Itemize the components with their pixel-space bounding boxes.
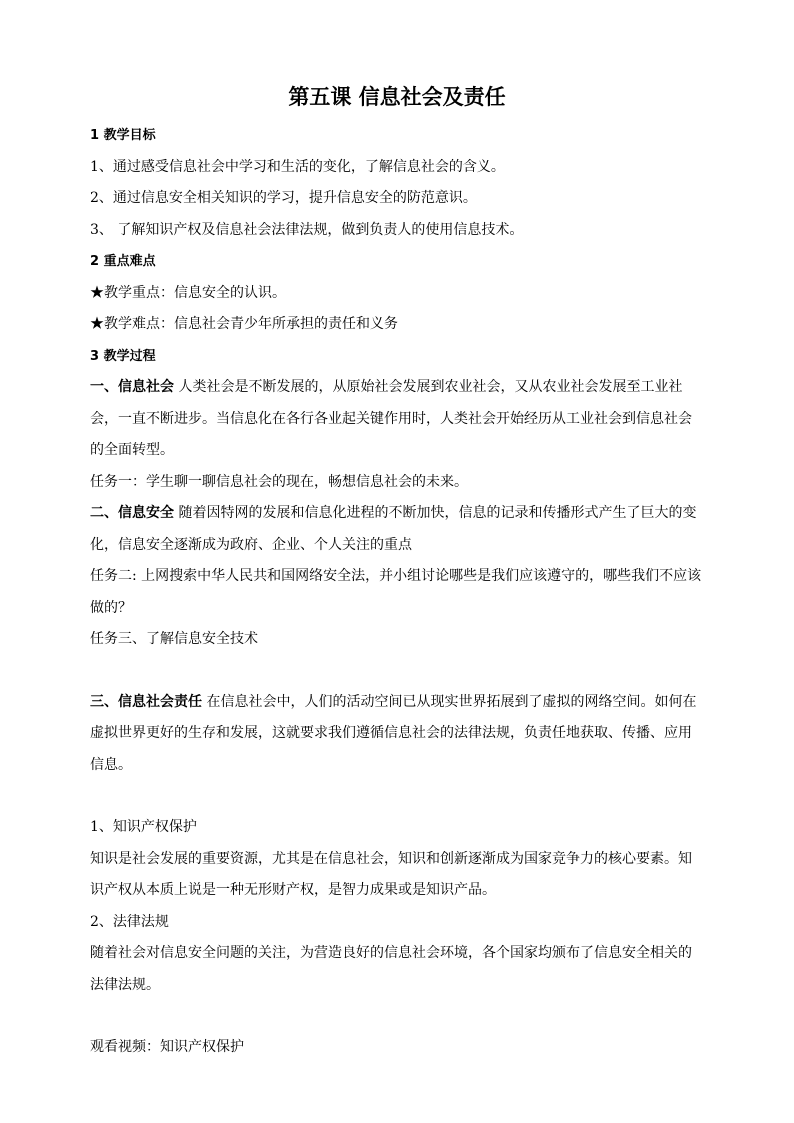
section-heading-key-points: 2 重点难点	[90, 254, 156, 269]
process-part2-lead: 二、信息安全	[90, 505, 174, 521]
process-part2-task2: 任务二: 上网搜索中华人民共和国网络安全法，并小组讨论哪些是我们应该遵守的，哪些我们不应该做的？	[90, 568, 702, 616]
process-part1-task: 任务一：学生聊一聊信息社会的现在，畅想信息社会的未来。	[90, 473, 468, 490]
process-part2-task3: 任务三、了解信息安全技术	[90, 631, 258, 647]
subsection-text-law: 随着社会对信息安全问题的关注，为营造良好的信息社会环境，各个国家均颁布了信息安全相关的法律法规。	[90, 945, 692, 993]
section-heading-process: 3 教学过程	[90, 348, 156, 364]
subsection-title-ip: 1、知识产权保护	[90, 819, 197, 835]
blank-line	[90, 656, 704, 687]
process-part2-paragraph	[90, 498, 704, 561]
document-body	[90, 120, 704, 1064]
video-note: 观看视频：知识产权保护	[90, 1039, 244, 1055]
objective-item-3: 3、 了解知识产权及信息社会法律法规，做到负责人的使用信息技术。	[90, 221, 524, 238]
page-title: 第五课 信息社会及责任	[288, 85, 506, 109]
objective-item-1: 1、通过感受信息社会中学习和生活的变化，了解信息社会的含义。	[90, 158, 505, 175]
blank-line	[90, 1001, 704, 1032]
process-part3-text: 在信息社会中，人们的活动空间已从现实世界拓展到了虚拟的网络空间。如何在虚拟世界更好的生存和发展，这就要求我们遵循信息社会的法律法规，负责任地获取、传播、应用信息。	[90, 693, 697, 773]
objective-item-2: 2、通过信息安全相关知识的学习，提升信息安全的防范意识。	[90, 190, 477, 206]
key-point-difficulty: ★教学难点：信息社会青少年所承担的责任和义务	[90, 316, 398, 332]
process-part1-paragraph	[90, 372, 704, 467]
process-part1-lead: 一、信息社会	[90, 379, 174, 395]
process-part3-lead: 三、信息社会责任	[90, 693, 202, 710]
process-part3-paragraph	[90, 687, 704, 782]
key-point-focus: ★教学重点：信息安全的认识。	[90, 284, 286, 301]
process-part1-text: 人类社会是不断发展的，从原始社会发展到农业社会，又从农业社会发展至工业社会，一直不断进步。当信息化在各行各业起关键作用时，人类社会开始经历从工业社会到信息社会的全面转型。	[90, 379, 692, 458]
section-heading-objectives: 1 教学目标	[90, 128, 156, 143]
blank-line	[90, 781, 704, 812]
subsection-title-law: 2、法律法规	[90, 913, 169, 930]
process-part2-text: 随着因特网的发展和信息化进程的不断加快，信息的记录和传播形式产生了巨大的变化，信息安全逐渐成为政府、企业、个人关注的重点	[90, 505, 697, 553]
subsection-text-ip: 知识是社会发展的重要资源，尤其是在信息社会，知识和创新逐渐成为国家竞争力的核心要素。知识产权从本质上说是一种无形财产权，是智力成果或是知识产品。	[90, 850, 692, 898]
